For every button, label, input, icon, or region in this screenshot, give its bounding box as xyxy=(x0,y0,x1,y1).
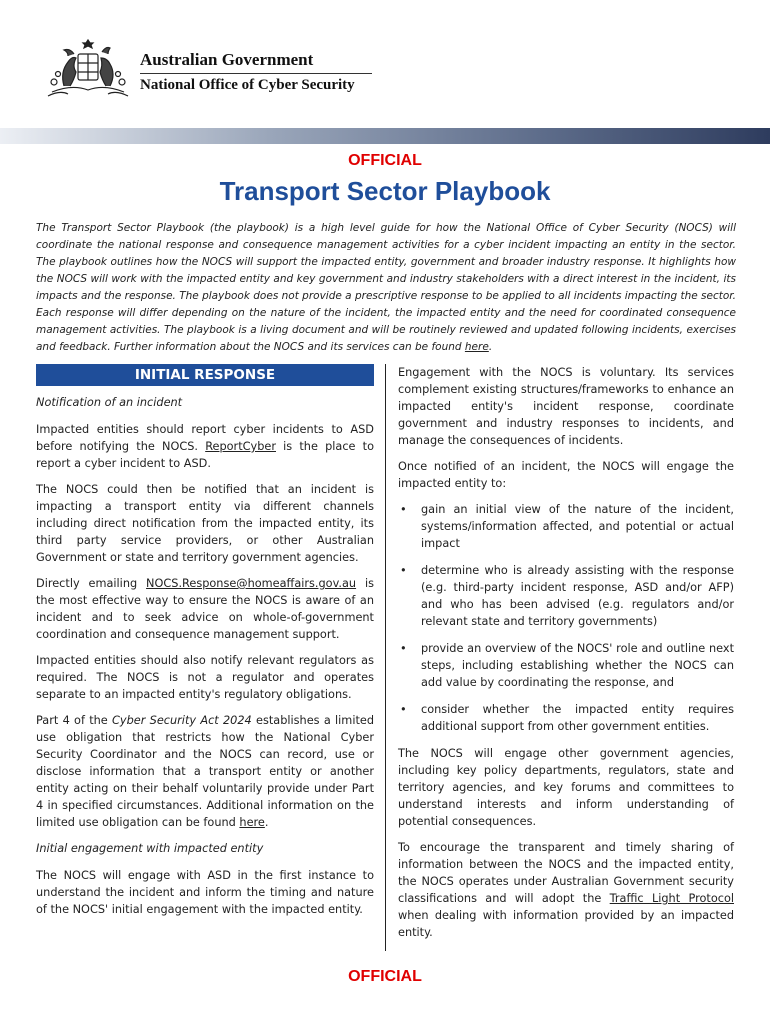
p5-text: Part 4 of the xyxy=(36,714,113,727)
subheading-initial-engagement: Initial engagement with impacted entity xyxy=(36,842,264,855)
intro-text: The Transport Sector Playbook (the playbook) is a high level guide for how the National Office of Cyber Security (NOCS) will coordinate the national response and consequence management activities for a cyber incident impacting an entity in the sector. The playbook outlines how the NOCS will support the impacted entity, government and broader industry response. It highlights how the NOCS will work with the impacted entity and key government and industry stakeholders with a direct interest in the incident, its impacts and the response. The playbook does not provide a prescriptive response to be applied to all incidents impacting the sector. Each response will differ depending on the nature of the incident, the impacted entity and the need for coordinated consequence management activities. The playbook is a living document and will be routinely reviewed and updated following incidents, exercises and feedback. Further information about the NOCS and its services can be found xyxy=(36,222,736,353)
intro-here-link[interactable]: here xyxy=(464,341,489,353)
paragraph-regulators: Impacted entities should also notify relevant regulators as required. The NOCS is not a regulator and operates separate to an impacted entity's regulatory obligations. xyxy=(36,654,374,701)
list-item xyxy=(398,562,734,630)
list-item xyxy=(398,501,734,552)
bullet-icon: • xyxy=(400,503,407,516)
paragraph-cyber-act xyxy=(36,712,374,831)
subheading-notification: Notification of an incident xyxy=(36,396,183,409)
p5-text-mid: establishes a limited use obligation that restricts how the National Cyber Security Coordinator and the NOCS can record, use or disclose information that a transport entity or another entity acting on their behalf voluntarily provide under Part 4 in specified circumstances. Additional information on the limited use obligation can be found xyxy=(36,714,375,829)
list-item-text: gain an initial view of the nature of the incident, systems/information affected, and potential or actual impact xyxy=(421,503,734,550)
paragraph-once-notified: Once notified of an incident, the NOCS will engage the impacted entity to: xyxy=(398,460,734,490)
page-title: Transport Sector Playbook xyxy=(219,176,551,206)
header-band xyxy=(0,128,770,144)
paragraph-other-agencies: The NOCS will engage other government agencies, including key policy departments, regulators, state and territory agencies, and key forums and committees to understand interests and inform understanding of potential consequences. xyxy=(398,747,734,828)
list-item xyxy=(398,640,734,691)
p4-text: To encourage the transparent and timely sharing of information between the NOCS and the impacted entity, the NOCS operates under Australian Government security classifications and will adopt the xyxy=(398,841,734,905)
list-item-text: provide an overview of the NOCS' role and outline next steps, including establishing whether the NOCS can add value by coordinating the response, and xyxy=(421,642,734,689)
coat-of-arms-logo xyxy=(44,36,132,100)
intro-end: . xyxy=(488,341,493,353)
paragraph-report xyxy=(36,421,374,472)
list-item-text: determine who is already assisting with the response (e.g. third-party incident response, ASD and/or AFP) and who has been advised (e.g. regulators and/or relevant state and territory governments) xyxy=(421,564,734,628)
intro-paragraph xyxy=(36,220,736,356)
act-name: Cyber Security Act 2024 xyxy=(112,714,252,727)
bullet-icon: • xyxy=(400,642,407,655)
bullet-icon: • xyxy=(400,703,407,716)
section-heading: INITIAL RESPONSE xyxy=(36,364,374,386)
bullet-icon: • xyxy=(400,564,407,577)
office-name: National Office of Cyber Security xyxy=(140,77,355,93)
nocs-email-link[interactable]: NOCS.Response@homeaffairs.gov.au xyxy=(146,577,357,590)
column-divider xyxy=(385,364,386,951)
p4-text-end: when dealing with information provided by an impacted entity. xyxy=(398,909,734,939)
left-column xyxy=(36,364,374,927)
p3-text: Directly emailing xyxy=(36,577,147,590)
p5-text-end: . xyxy=(264,816,269,829)
classification-bottom: OFFICIAL xyxy=(348,968,422,985)
p1-text-end: is the place to report a cyber incident to ASD. xyxy=(36,440,374,470)
list-item-text: consider whether the impacted entity requires additional support from other government entities. xyxy=(421,703,734,733)
org-name: Australian Government xyxy=(140,50,314,69)
paragraph-voluntary: Engagement with the NOCS is voluntary. Its services complement existing structures/frameworks to enhance an impacted entity's incident response, coordinate government and industry responses to incidents, and manage the consequences of incidents. xyxy=(398,366,734,447)
paragraph-asd-engagement: The NOCS will engage with ASD in the first instance to understand the incident and inform the timing and nature of the NOCS' initial engagement with the impacted entity. xyxy=(36,869,374,916)
p1-text: Impacted entities should report cyber incidents to ASD before notifying the NOCS. xyxy=(36,423,374,453)
paragraph-channels: The NOCS could then be notified that an incident is impacting a transport entity via different channels including direct notification from the impacted entity, its third party service providers, or other Australian Government or state and territory government agencies. xyxy=(36,483,374,564)
paragraph-email xyxy=(36,575,374,643)
limited-use-here-link[interactable]: here xyxy=(239,816,265,829)
right-column xyxy=(398,364,734,950)
page-header xyxy=(0,0,770,130)
paragraph-tlp xyxy=(398,839,734,941)
header-rule xyxy=(140,73,372,74)
engagement-list xyxy=(398,501,734,735)
traffic-light-protocol-link[interactable]: Traffic Light Protocol xyxy=(609,892,734,905)
reportcyber-link[interactable]: ReportCyber xyxy=(205,440,276,453)
p3-text-end: is the most effective way to ensure the NOCS is aware of an incident and to seek advice on whole-of-government coordination and consequence management support. xyxy=(36,577,374,641)
classification-top: OFFICIAL xyxy=(348,152,422,169)
list-item xyxy=(398,701,734,735)
